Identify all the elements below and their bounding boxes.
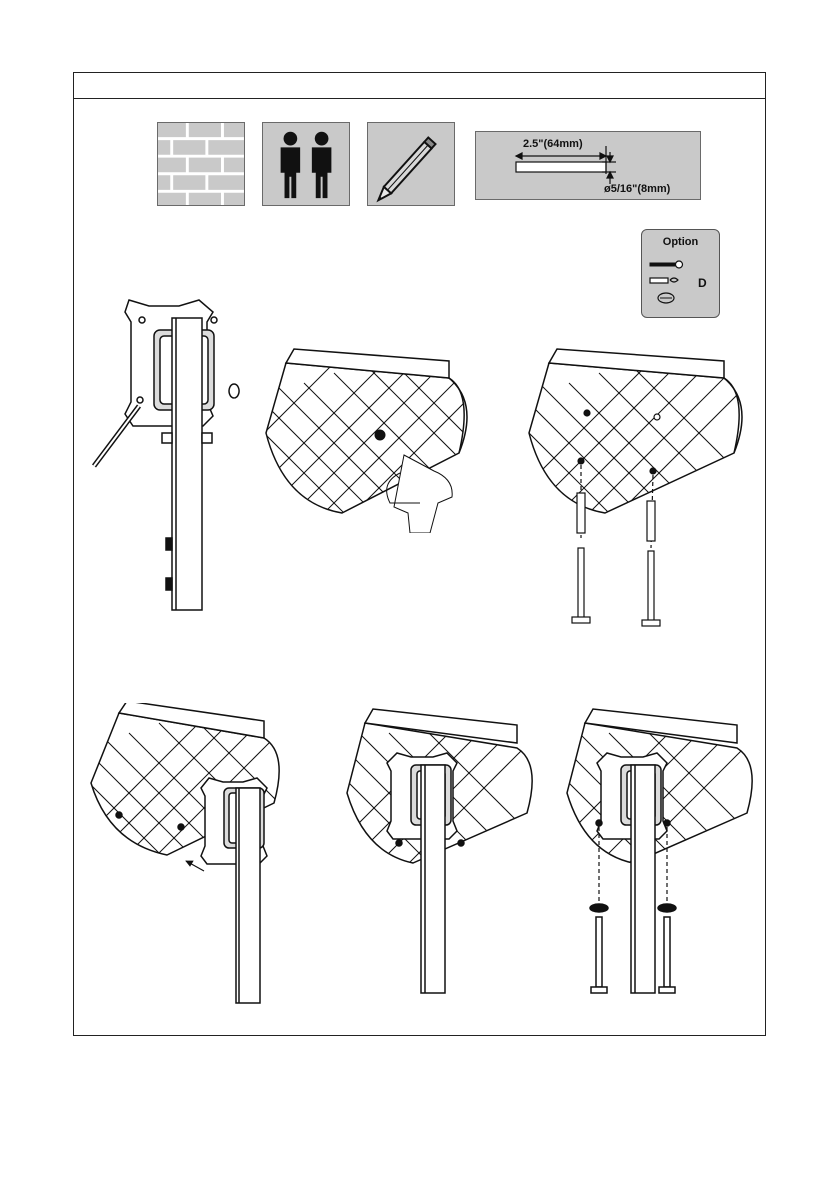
anchor-screw-icon [642,230,721,319]
option-title: Option [662,236,699,248]
option-part-letter: D [698,276,707,290]
step2-drill-ceiling-illustration [254,343,504,533]
brick-wall-icon [157,122,245,206]
drill-diameter-label: ø5/16"(8mm) [604,183,671,195]
two-people-icon [262,122,350,206]
step5-plate-mounted-illustration [339,703,539,1003]
instruction-frame [73,72,766,1036]
option-box [641,229,720,318]
drill-depth-label: 2.5"(64mm) [523,138,583,150]
step3-anchor-insert-illustration [519,343,749,633]
pencil-icon [367,122,455,206]
drill-depth-icon [475,131,701,200]
step1-pole-illustration [84,288,264,618]
header-bar [74,73,765,99]
step4-hang-plate-illustration [79,703,304,1008]
step6-fasten-screws-illustration [559,703,759,1003]
